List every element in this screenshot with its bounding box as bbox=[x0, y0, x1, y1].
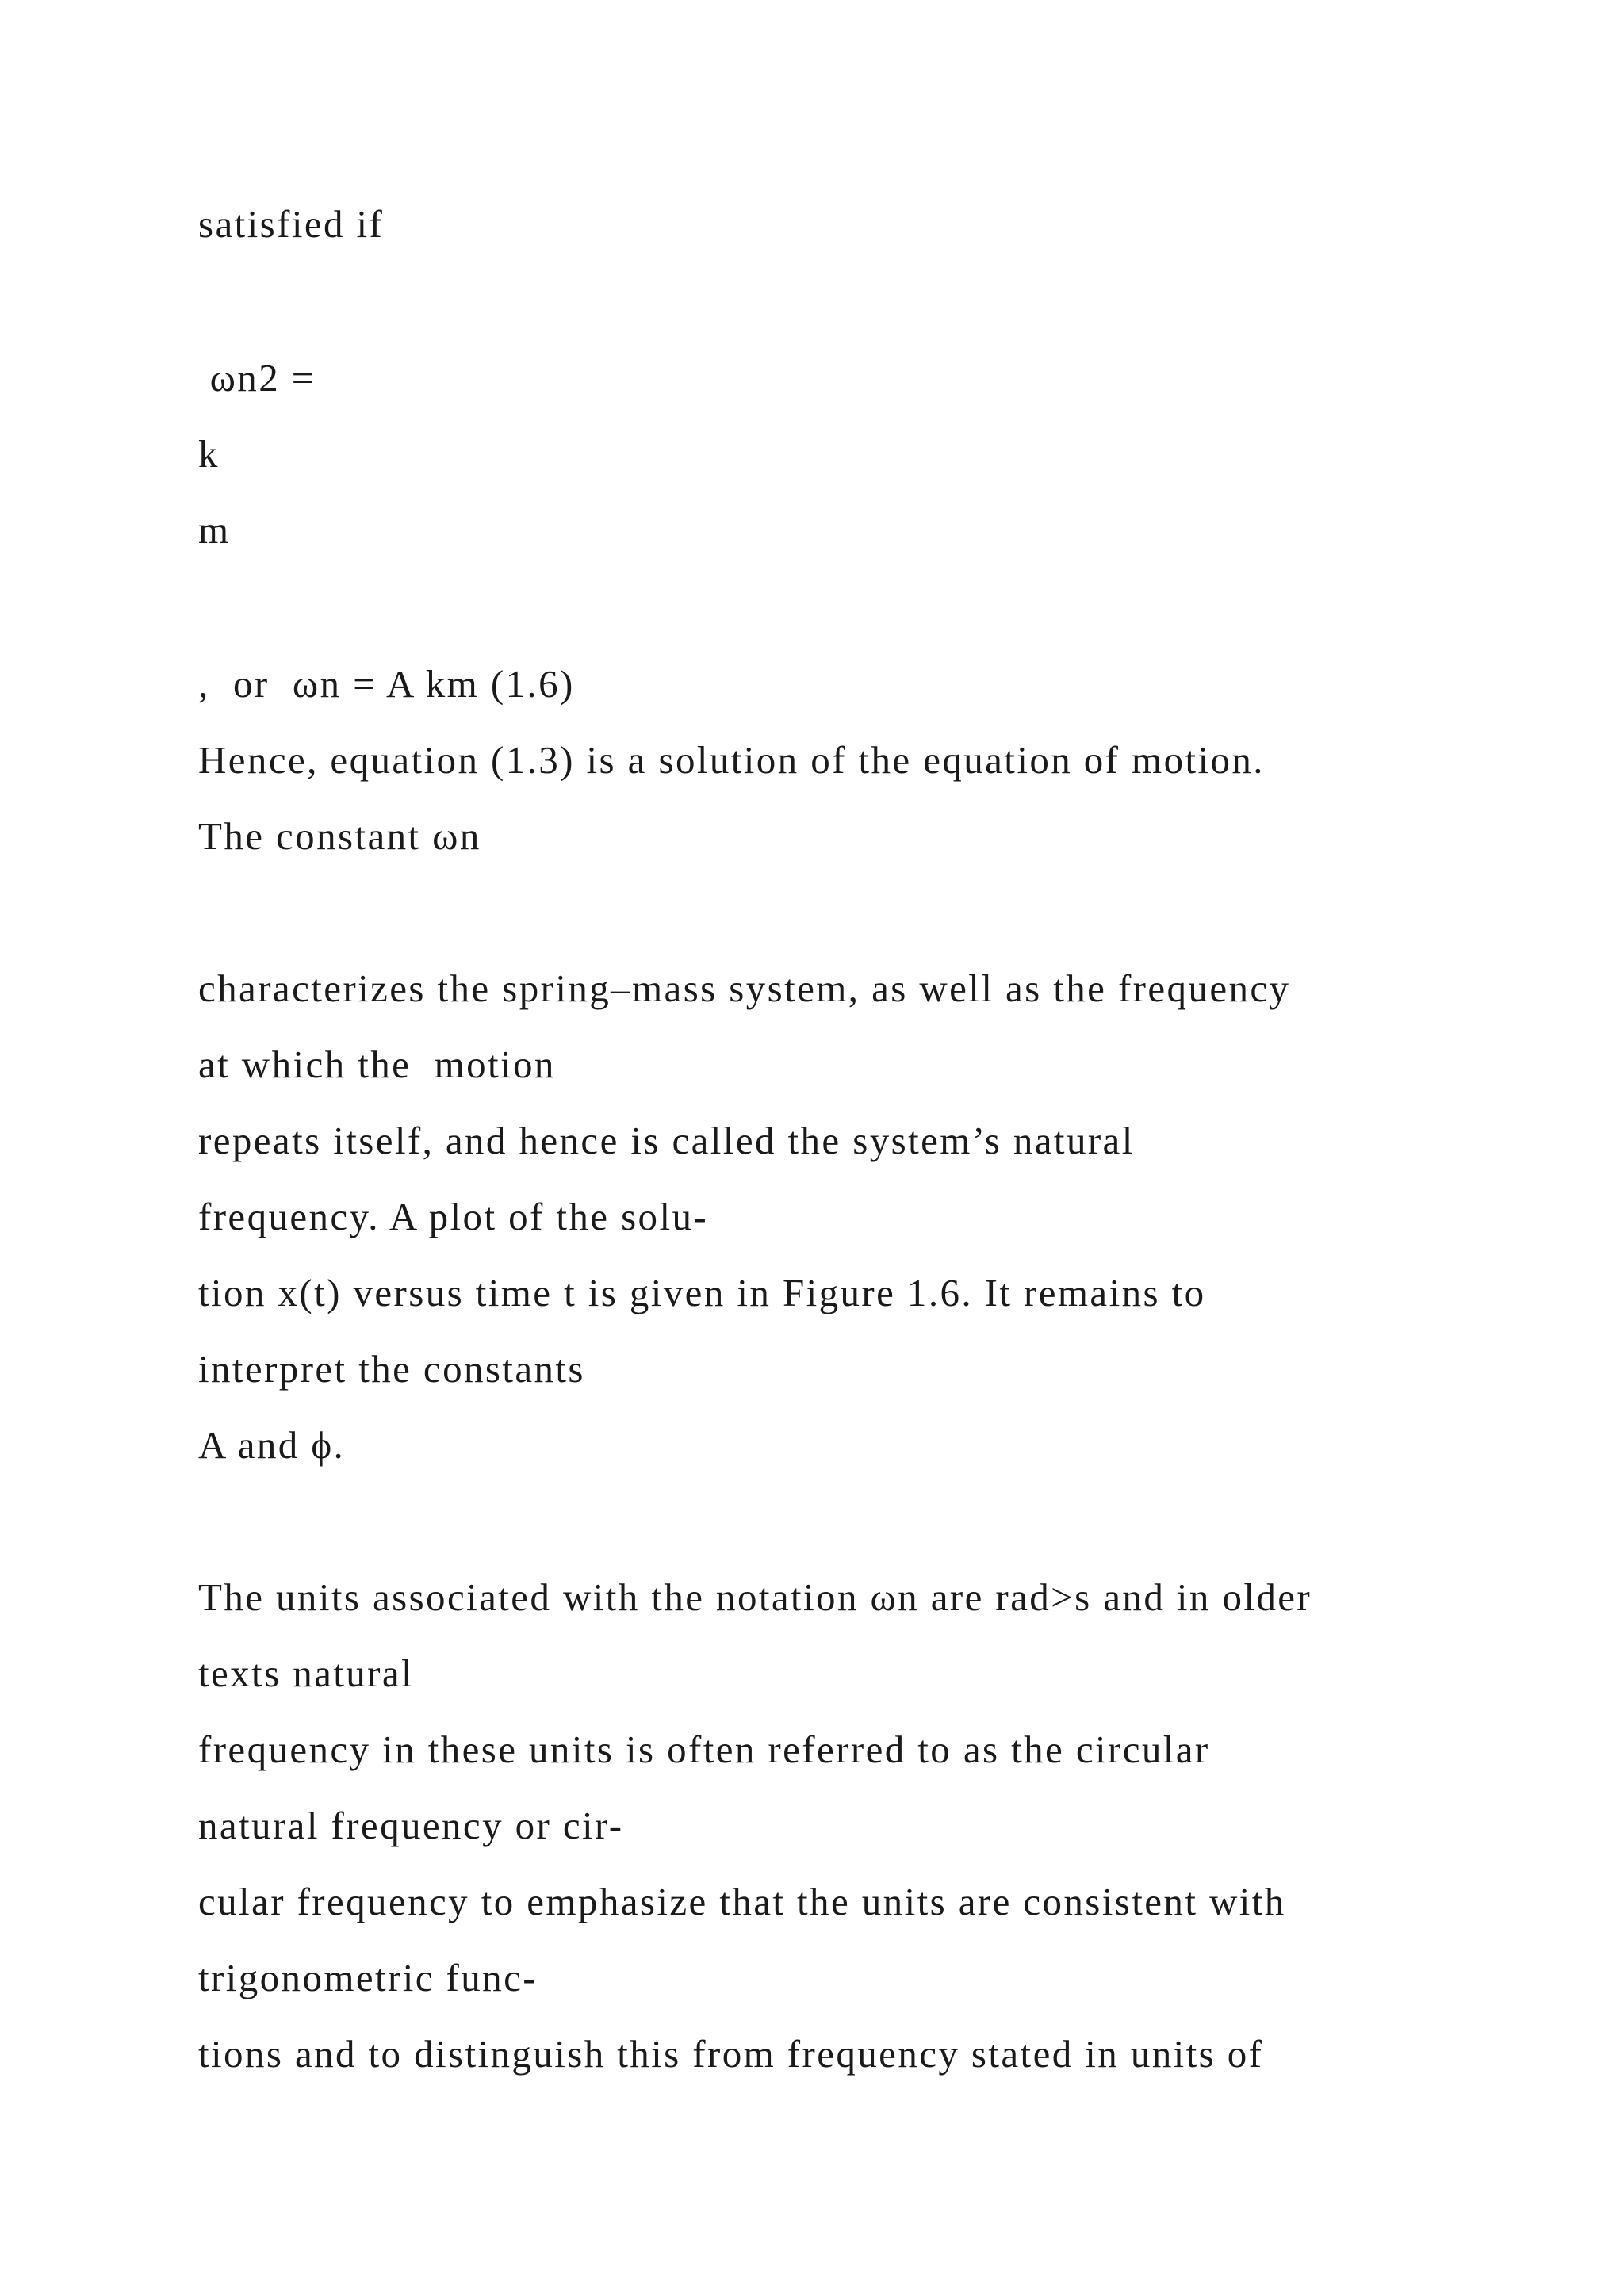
text-line: frequency in these units is often referred to as the circular bbox=[198, 1728, 1210, 1771]
text-line: cular frequency to emphasize that the units are consistent with bbox=[198, 1880, 1286, 1923]
text-line: interpret the constants bbox=[198, 1347, 585, 1391]
text-line: repeats itself, and hence is called the system’s natural bbox=[198, 1119, 1135, 1162]
text-line: The constant ωn bbox=[198, 814, 481, 858]
text-line: at which the motion bbox=[198, 1043, 556, 1086]
equation-line: m bbox=[198, 508, 231, 552]
text-line: Hence, equation (1.3) is a solution of the equation of motion. bbox=[198, 738, 1265, 782]
text-line: characterizes the spring–mass system, as well as the frequency bbox=[198, 966, 1291, 1010]
equation-line: , or ωn = A km (1.6) bbox=[198, 662, 575, 706]
text-line: satisfied if bbox=[198, 202, 385, 246]
text-line: frequency. A plot of the solu- bbox=[198, 1195, 709, 1238]
equation-line: ωn2 = bbox=[198, 356, 327, 400]
text-line: tion x(t) versus time t is given in Figure 1.6. It remains to bbox=[198, 1271, 1206, 1314]
text-line: trigonometric func- bbox=[198, 1956, 538, 1999]
text-line: A and ϕ. bbox=[198, 1423, 346, 1467]
text-line: natural frequency or cir- bbox=[198, 1804, 624, 1847]
text-line: The units associated with the notation ωn are rad>s and in older bbox=[198, 1575, 1312, 1619]
text-line: tions and to distinguish this from frequency stated in units of bbox=[198, 2032, 1264, 2076]
text-line: texts natural bbox=[198, 1651, 415, 1695]
equation-line: k bbox=[198, 432, 220, 476]
